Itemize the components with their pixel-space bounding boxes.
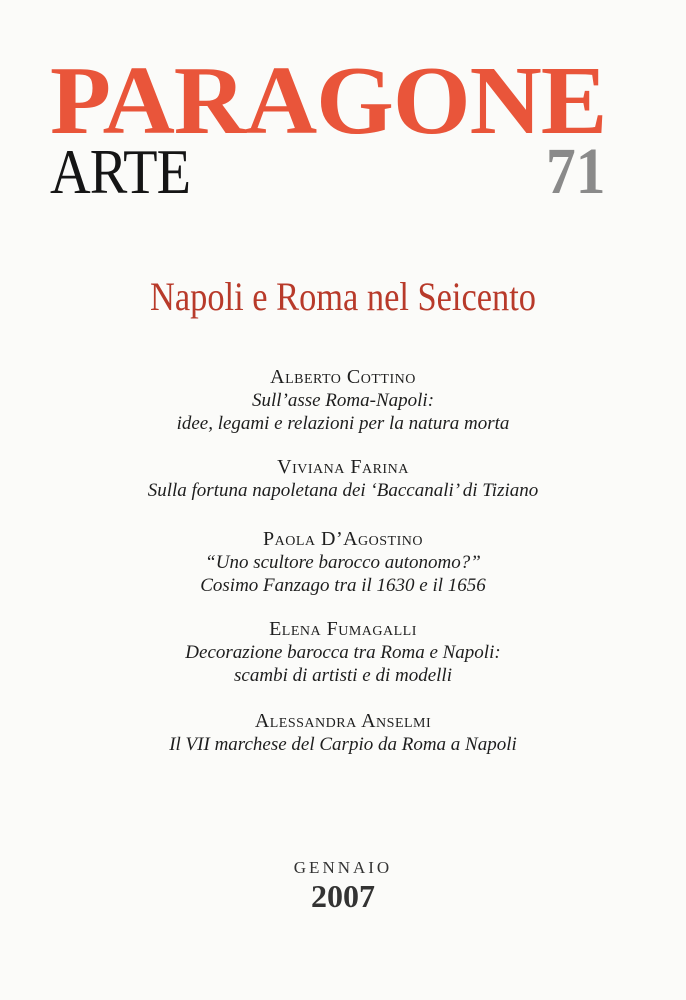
issue-number: 71 xyxy=(546,135,606,208)
issue-year: 2007 xyxy=(311,878,375,914)
article-title-line: idee, legami e relazioni per la natura morta xyxy=(176,413,510,434)
article-title-line: Sull’asse Roma-Napoli: xyxy=(251,390,435,411)
article-title-line: Sulla fortuna napoletana dei ‘Baccanali’ di Tiziano xyxy=(147,480,539,501)
article-author: Paola D’Agostino xyxy=(263,528,423,550)
issue-month: GENNAIO xyxy=(293,858,393,877)
article-title-line: Decorazione barocca tra Roma e Napoli: xyxy=(185,642,501,663)
article-entry xyxy=(0,710,686,756)
article-author: Alberto Cottino xyxy=(270,366,416,388)
series-name: ARTE xyxy=(50,136,191,207)
article-author: Viviana Farina xyxy=(277,456,409,478)
article-author: Alessandra Anselmi xyxy=(254,710,432,732)
article-entry xyxy=(0,618,686,687)
article-entry xyxy=(0,366,686,435)
article-title-line: Cosimo Fanzago tra il 1630 e il 1656 xyxy=(200,575,486,596)
article-entry xyxy=(0,456,686,502)
article-title-line: scambi di artisti e di modelli xyxy=(234,665,452,686)
article-author: Elena Fumagalli xyxy=(269,618,417,640)
issue-subtitle: Napoli e Roma nel Seicento xyxy=(150,274,536,319)
masthead-title: PARAGONE xyxy=(50,47,607,155)
article-title-line: “Uno scultore barocco autonomo?” xyxy=(205,552,481,573)
article-title-line: Il VII marchese del Carpio da Roma a Napoli xyxy=(169,734,517,755)
article-entry xyxy=(0,528,686,597)
